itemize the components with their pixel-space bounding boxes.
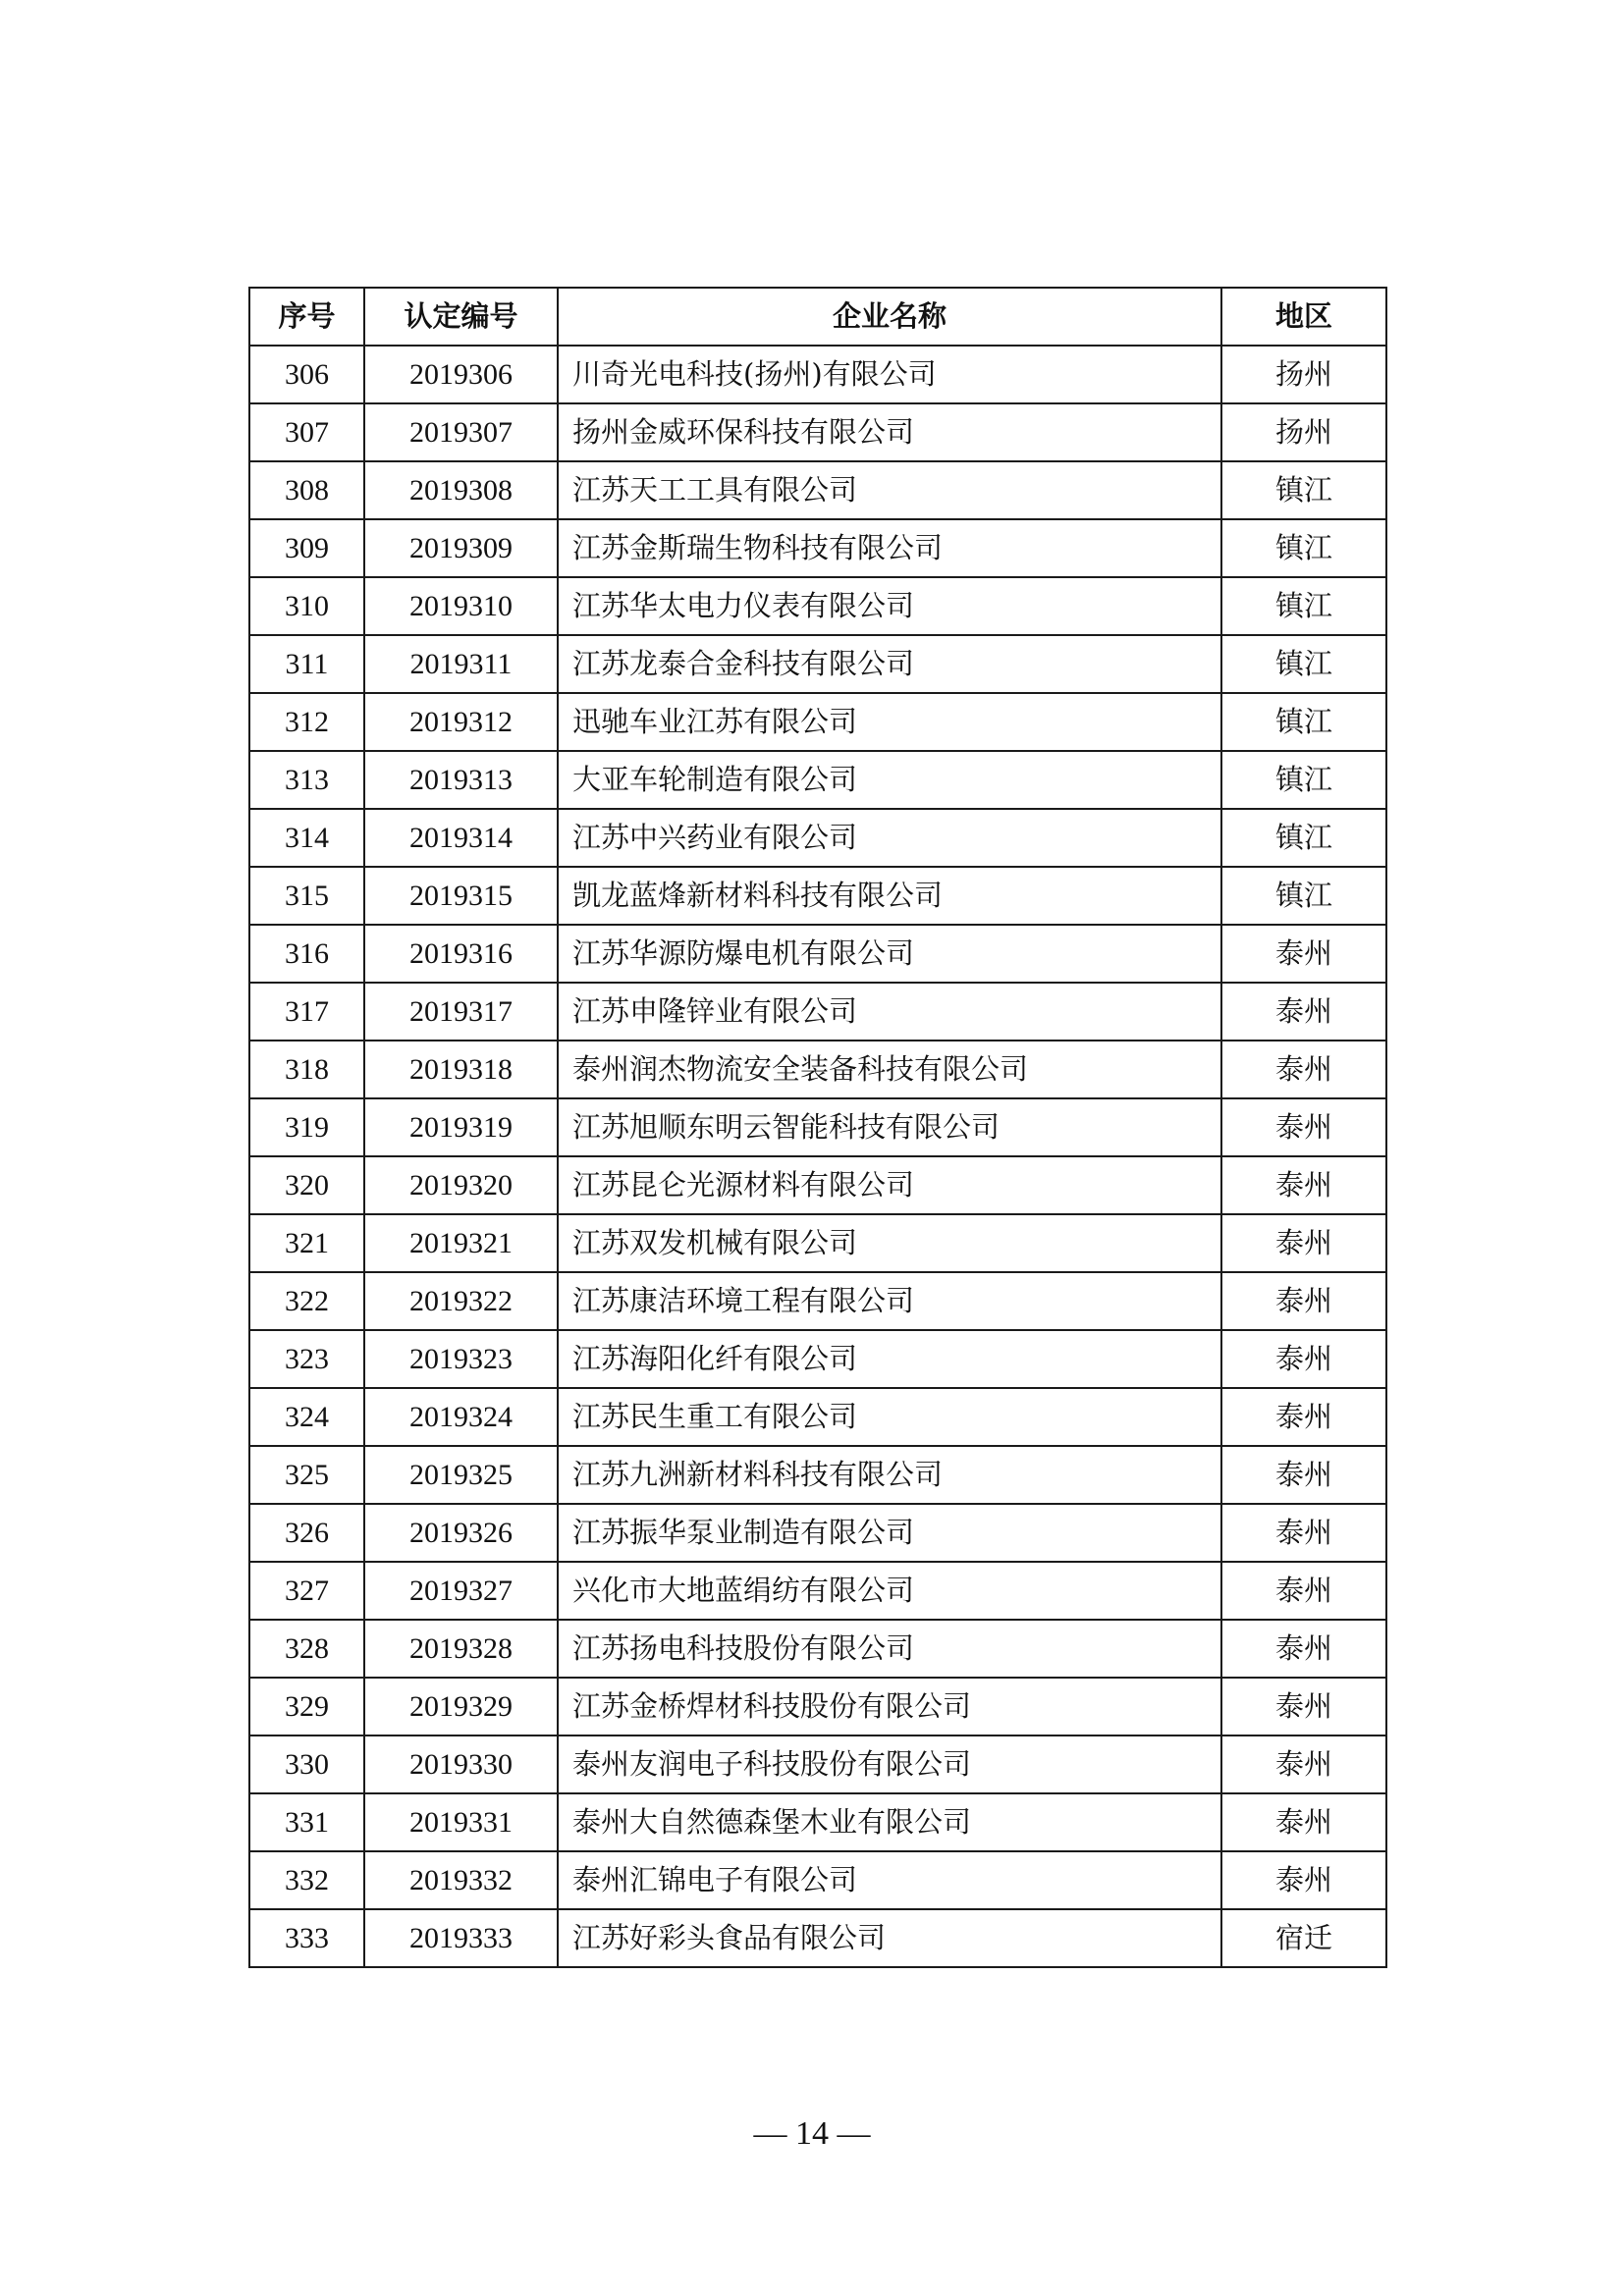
certification-number-cell: 2019316 — [364, 925, 558, 983]
certification-number-cell: 2019329 — [364, 1678, 558, 1735]
serial-number-cell: 306 — [249, 346, 364, 403]
region-cell: 泰州 — [1221, 1504, 1386, 1562]
region-cell: 泰州 — [1221, 1851, 1386, 1909]
certification-number-cell: 2019328 — [364, 1620, 558, 1678]
serial-number-cell: 330 — [249, 1735, 364, 1793]
company-name-cell: 泰州润杰物流安全装备科技有限公司 — [558, 1041, 1221, 1098]
table-header-row — [249, 288, 1386, 346]
table-row — [249, 346, 1386, 403]
serial-number-cell: 332 — [249, 1851, 364, 1909]
certification-number-cell: 2019314 — [364, 809, 558, 867]
table-row — [249, 925, 1386, 983]
table-row — [249, 635, 1386, 693]
company-name-cell: 川奇光电科技(扬州)有限公司 — [558, 346, 1221, 403]
company-name-cell: 泰州友润电子科技股份有限公司 — [558, 1735, 1221, 1793]
company-name-cell: 江苏九洲新材料科技有限公司 — [558, 1446, 1221, 1504]
serial-number-cell: 313 — [249, 751, 364, 809]
certification-number-cell: 2019311 — [364, 635, 558, 693]
company-name-cell: 江苏金桥焊材科技股份有限公司 — [558, 1678, 1221, 1735]
region-cell: 宿迁 — [1221, 1909, 1386, 1967]
serial-number-cell: 319 — [249, 1098, 364, 1156]
serial-number-cell: 310 — [249, 577, 364, 635]
serial-number-cell: 315 — [249, 867, 364, 925]
header-company-name: 企业名称 — [558, 288, 1221, 346]
region-cell: 泰州 — [1221, 1098, 1386, 1156]
certification-number-cell: 2019326 — [364, 1504, 558, 1562]
serial-number-cell: 327 — [249, 1562, 364, 1620]
serial-number-cell: 324 — [249, 1388, 364, 1446]
serial-number-cell: 311 — [249, 635, 364, 693]
table-row — [249, 1678, 1386, 1735]
region-cell: 泰州 — [1221, 1620, 1386, 1678]
region-cell: 泰州 — [1221, 1793, 1386, 1851]
certification-number-cell: 2019324 — [364, 1388, 558, 1446]
table-body — [249, 346, 1386, 1967]
serial-number-cell: 309 — [249, 519, 364, 577]
region-cell: 泰州 — [1221, 1678, 1386, 1735]
certification-number-cell: 2019323 — [364, 1330, 558, 1388]
serial-number-cell: 314 — [249, 809, 364, 867]
region-cell: 镇江 — [1221, 519, 1386, 577]
region-cell: 泰州 — [1221, 1388, 1386, 1446]
serial-number-cell: 322 — [249, 1272, 364, 1330]
region-cell: 扬州 — [1221, 403, 1386, 461]
company-name-cell: 江苏天工工具有限公司 — [558, 461, 1221, 519]
serial-number-cell: 325 — [249, 1446, 364, 1504]
region-cell: 镇江 — [1221, 693, 1386, 751]
region-cell: 泰州 — [1221, 1446, 1386, 1504]
region-cell: 扬州 — [1221, 346, 1386, 403]
company-name-cell: 泰州汇锦电子有限公司 — [558, 1851, 1221, 1909]
company-name-cell: 江苏振华泵业制造有限公司 — [558, 1504, 1221, 1562]
serial-number-cell: 321 — [249, 1214, 364, 1272]
serial-number-cell: 331 — [249, 1793, 364, 1851]
company-name-cell: 江苏好彩头食品有限公司 — [558, 1909, 1221, 1967]
region-cell: 镇江 — [1221, 635, 1386, 693]
table-row — [249, 809, 1386, 867]
table-row — [249, 1620, 1386, 1678]
serial-number-cell: 318 — [249, 1041, 364, 1098]
certification-number-cell: 2019331 — [364, 1793, 558, 1851]
region-cell: 镇江 — [1221, 751, 1386, 809]
table-row — [249, 403, 1386, 461]
company-name-cell: 江苏中兴药业有限公司 — [558, 809, 1221, 867]
header-certification-number: 认定编号 — [364, 288, 558, 346]
table-row — [249, 461, 1386, 519]
certification-number-cell: 2019313 — [364, 751, 558, 809]
company-name-cell: 江苏昆仑光源材料有限公司 — [558, 1156, 1221, 1214]
header-region: 地区 — [1221, 288, 1386, 346]
company-name-cell: 泰州大自然德森堡木业有限公司 — [558, 1793, 1221, 1851]
region-cell: 泰州 — [1221, 1214, 1386, 1272]
serial-number-cell: 329 — [249, 1678, 364, 1735]
table-row — [249, 1388, 1386, 1446]
company-name-cell: 江苏华源防爆电机有限公司 — [558, 925, 1221, 983]
company-name-cell: 江苏扬电科技股份有限公司 — [558, 1620, 1221, 1678]
region-cell: 镇江 — [1221, 577, 1386, 635]
table-row — [249, 1446, 1386, 1504]
serial-number-cell: 323 — [249, 1330, 364, 1388]
certification-number-cell: 2019332 — [364, 1851, 558, 1909]
region-cell: 泰州 — [1221, 1735, 1386, 1793]
region-cell: 镇江 — [1221, 867, 1386, 925]
table-row — [249, 1098, 1386, 1156]
company-name-cell: 江苏民生重工有限公司 — [558, 1388, 1221, 1446]
table-row — [249, 1156, 1386, 1214]
region-cell: 泰州 — [1221, 1562, 1386, 1620]
company-name-cell: 扬州金威环保科技有限公司 — [558, 403, 1221, 461]
table-row — [249, 577, 1386, 635]
table-row — [249, 1851, 1386, 1909]
company-name-cell: 江苏申隆锌业有限公司 — [558, 983, 1221, 1041]
certification-number-cell: 2019309 — [364, 519, 558, 577]
table-row — [249, 983, 1386, 1041]
table-row — [249, 751, 1386, 809]
certification-number-cell: 2019307 — [364, 403, 558, 461]
company-name-cell: 兴化市大地蓝绢纺有限公司 — [558, 1562, 1221, 1620]
company-name-cell: 江苏海阳化纤有限公司 — [558, 1330, 1221, 1388]
certification-number-cell: 2019322 — [364, 1272, 558, 1330]
company-name-cell: 江苏双发机械有限公司 — [558, 1214, 1221, 1272]
region-cell: 泰州 — [1221, 983, 1386, 1041]
certification-number-cell: 2019320 — [364, 1156, 558, 1214]
certification-number-cell: 2019310 — [364, 577, 558, 635]
table-row — [249, 1041, 1386, 1098]
table-row — [249, 1330, 1386, 1388]
certification-number-cell: 2019317 — [364, 983, 558, 1041]
certification-number-cell: 2019308 — [364, 461, 558, 519]
certification-number-cell: 2019315 — [364, 867, 558, 925]
table-row — [249, 1272, 1386, 1330]
table-row — [249, 1909, 1386, 1967]
table-row — [249, 867, 1386, 925]
serial-number-cell: 308 — [249, 461, 364, 519]
certification-number-cell: 2019312 — [364, 693, 558, 751]
company-name-cell: 凯龙蓝烽新材料科技有限公司 — [558, 867, 1221, 925]
region-cell: 泰州 — [1221, 1272, 1386, 1330]
company-name-cell: 迅驰车业江苏有限公司 — [558, 693, 1221, 751]
region-cell: 泰州 — [1221, 1330, 1386, 1388]
table-row — [249, 1504, 1386, 1562]
region-cell: 泰州 — [1221, 1156, 1386, 1214]
serial-number-cell: 328 — [249, 1620, 364, 1678]
region-cell: 镇江 — [1221, 809, 1386, 867]
company-name-cell: 江苏康洁环境工程有限公司 — [558, 1272, 1221, 1330]
company-name-cell: 大亚车轮制造有限公司 — [558, 751, 1221, 809]
certification-number-cell: 2019318 — [364, 1041, 558, 1098]
table-row — [249, 1793, 1386, 1851]
serial-number-cell: 307 — [249, 403, 364, 461]
page-number: — 14 — — [753, 2115, 871, 2152]
table-row — [249, 693, 1386, 751]
company-name-cell: 江苏华太电力仪表有限公司 — [558, 577, 1221, 635]
certification-number-cell: 2019321 — [364, 1214, 558, 1272]
serial-number-cell: 316 — [249, 925, 364, 983]
certification-number-cell: 2019319 — [364, 1098, 558, 1156]
enterprise-table — [248, 287, 1387, 1968]
serial-number-cell: 333 — [249, 1909, 364, 1967]
header-serial-number: 序号 — [249, 288, 364, 346]
table-row — [249, 1735, 1386, 1793]
certification-number-cell: 2019333 — [364, 1909, 558, 1967]
serial-number-cell: 317 — [249, 983, 364, 1041]
serial-number-cell: 320 — [249, 1156, 364, 1214]
certification-number-cell: 2019327 — [364, 1562, 558, 1620]
serial-number-cell: 312 — [249, 693, 364, 751]
company-name-cell: 江苏旭顺东明云智能科技有限公司 — [558, 1098, 1221, 1156]
company-name-cell: 江苏龙泰合金科技有限公司 — [558, 635, 1221, 693]
certification-number-cell: 2019325 — [364, 1446, 558, 1504]
serial-number-cell: 326 — [249, 1504, 364, 1562]
table-row — [249, 1214, 1386, 1272]
table-row — [249, 1562, 1386, 1620]
certification-number-cell: 2019306 — [364, 346, 558, 403]
company-name-cell: 江苏金斯瑞生物科技有限公司 — [558, 519, 1221, 577]
certification-number-cell: 2019330 — [364, 1735, 558, 1793]
region-cell: 泰州 — [1221, 1041, 1386, 1098]
region-cell: 镇江 — [1221, 461, 1386, 519]
table-row — [249, 519, 1386, 577]
region-cell: 泰州 — [1221, 925, 1386, 983]
